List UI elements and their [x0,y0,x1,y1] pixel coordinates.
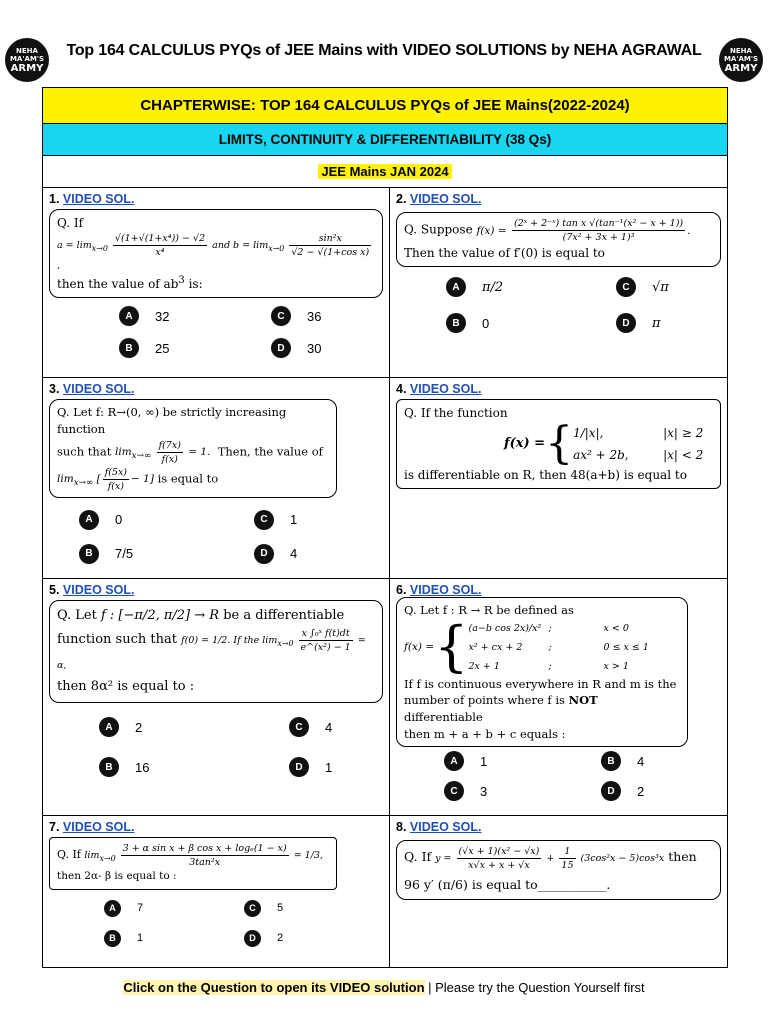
logo-right: NEHA MA'AM'S ARMY [719,38,763,82]
option-c[interactable]: C 36 [271,306,321,326]
topic-banner: LIMITS, CONTINUITY & DIFFERENTIABILITY (38 Qs) [43,124,727,156]
question-5-box[interactable]: Q. Let f : [−π/2, π/2] → R be a differentiable function such that f(0) = 1/2. If the $\lim_{x\to 0}$ $\frac{\text{x ∫₀ˣ f(t)dt}}{\text{e\textasciicircum{}(x²) − 1}}$ = α, then 8α² is equal to : [49,600,383,703]
video-sol-link-2[interactable]: VIDEO SOL. [409,192,482,206]
option-c[interactable]: C 4 [289,717,332,737]
video-sol-link-5[interactable]: VIDEO SOL. [62,583,135,597]
footer-highlight[interactable]: Click on the Question to open its VIDEO solution [123,980,425,995]
option-c[interactable]: C √π [616,277,669,297]
option-d[interactable]: D 30 [271,338,321,358]
chapterwise-banner: CHAPTERWISE: TOP 164 CALCULUS PYQs of JEE Mains(2022-2024) [43,88,727,124]
session-banner: JEE Mains JAN 2024 [43,156,727,188]
video-sol-link-6[interactable]: VIDEO SOL. [409,583,482,597]
option-c[interactable]: C 5 [244,900,283,917]
question-4-box[interactable]: Q. If the function f(x) = { 1/|x|, |x| ≥ 2 ax² + 2b, |x| < 2 is differentiable on R, then 48(a+b) is equal to [396,399,721,489]
option-d[interactable]: D 2 [244,930,283,947]
option-b[interactable]: B 1 [104,930,143,947]
option-b[interactable]: B 16 [99,757,149,777]
question-6-box[interactable]: Q. Let f : R → R be defined as f(x) = { (a−b cos 2x)/x² ; x < 0 x² + cx + 2 ; 0 ≤ x ≤ 1 2x + 1 ; x > 1 If f is continuous everywhere in R and m is the number of points where f is NOT differentiable then m + a + b + c equals : [396,597,688,747]
option-c-right[interactable]: B 4 [601,751,644,771]
question-6[interactable]: 6. VIDEO SOL. Q. Let f : R → R be defined as f(x) = { (a−b cos 2x)/x² ; x < 0 x² + cx + 2 ; 0 ≤ x ≤ 1 2x + 1 ; x > 1 If f is continuous everywhere in R and m is the number of points where f is NOT differentiable then m + a + b + c equals : A 1 B 4 C 3 D 2 [390,579,727,816]
question-1[interactable]: 1. VIDEO SOL. Q. If $a = \lim_{x\to 0}$ $\frac{\text{√(1+√(1+x⁴)) − √2}}{\text{x⁴}}$ and $b = \lim_{x\to 0}$ $\frac{\text{sin²x}}{\text{√2 − √(1+cos x)}}$ , then the value of $ab^3$ is: A 32 C 36 B 25 D 30 [43,188,390,378]
question-7[interactable]: 7. VIDEO SOL. Q. If $\lim_{x\to 0}$ $\frac{\text{3 + α sin x + β cos x + logₑ(1 − x)}}{\text{3tan²x}}$ = 1/3, then 2α- β is equal to : A 7 C 5 B 1 D 2 [43,816,390,967]
option-d[interactable]: D π [616,313,661,333]
option-d[interactable]: D 2 [601,781,644,801]
option-c[interactable]: C 3 [444,781,487,801]
question-2-box[interactable]: Q. Suppose f(x) = $\frac{\text{(2ˣ + 2⁻ˣ) tan x √(tan⁻¹(x² − x + 1))}}{\text{(7x² + 3x + 1)³}}$ . Then the value of f′(0) is equal to [396,212,721,267]
option-c[interactable]: C 1 [254,510,297,530]
option-a[interactable]: A 1 [444,751,487,771]
question-4[interactable]: 4. VIDEO SOL. Q. If the function f(x) = { 1/|x|, |x| ≥ 2 ax² + 2b, |x| < 2 is differentiable on R, then 48(a+b) is equal to [390,378,727,579]
question-3-box[interactable]: Q. Let f: R→(0, ∞) be strictly increasing function such that $\lim_{x\to\infty}$ $\frac{f(7x)}{f(x)}$ = 1. Then, the value of $\lim_{x\to\infty}$ [ $\frac{f(5x)}{f(x)}$ − 1] is equal to [49,399,337,498]
question-7-box[interactable]: Q. If $\lim_{x\to 0}$ $\frac{\text{3 + α sin x + β cos x + logₑ(1 − x)}}{\text{3tan²x}}$ = 1/3, then 2α- β is equal to : [49,837,337,890]
video-sol-link-7[interactable]: VIDEO SOL. [62,820,135,834]
video-sol-link-4[interactable]: VIDEO SOL. [409,382,482,396]
logo-left: NEHA MA'AM'S ARMY [5,38,49,82]
video-sol-link-1[interactable]: VIDEO SOL. [62,192,135,206]
page-title: Top 164 CALCULUS PYQs of JEE Mains with VIDEO SOLUTIONS by NEHA AGRAWAL [66,42,702,59]
question-3[interactable]: 3. VIDEO SOL. Q. Let f: R→(0, ∞) be strictly increasing function such that $\lim_{x\to\infty}$ $\frac{f(7x)}{f(x)}$ = 1. Then, the value of $\lim_{x\to\infty}$ [ $\frac{f(5x)}{f(x)}$ − 1] is equal to A 0 C 1 B 7/5 D 4 [43,378,390,579]
question-2[interactable]: 2. VIDEO SOL. Q. Suppose f(x) = $\frac{\text{(2ˣ + 2⁻ˣ) tan x √(tan⁻¹(x² − x + 1))}}{\text{(7x² + 3x + 1)³}}$ . Then the value of f′(0) is equal to A π/2 C √π B 0 D π [390,188,727,378]
option-d[interactable]: D 1 [289,757,332,777]
option-b[interactable]: B 25 [119,338,169,358]
video-sol-link-8[interactable]: VIDEO SOL. [409,820,482,834]
question-sheet [42,87,728,968]
question-8[interactable]: 8. VIDEO SOL. Q. If y = $\frac{\text{(√x + 1)(x² − √x)}}{x√x + x + √x}$ + $\frac{1}{15}$ (3cos²x − 5)cos³x then 96 y′ (π/6) is equal to___________. [390,816,727,967]
question-8-box[interactable]: Q. If y = $\frac{\text{(√x + 1)(x² − √x)}}{x√x + x + √x}$ + $\frac{1}{15}$ (3cos²x − 5)cos³x then 96 y′ (π/6) is equal to___________. [396,840,721,900]
option-a[interactable]: A 2 [99,717,142,737]
option-b[interactable]: B 7/5 [79,544,133,564]
question-5[interactable]: 5. VIDEO SOL. Q. Let f : [−π/2, π/2] → R be a differentiable function such that f(0) = 1/2. If the $\lim_{x\to 0}$ $\frac{\text{x ∫₀ˣ f(t)dt}}{\text{e\textasciicircum{}(x²) − 1}}$ = α, then 8α² is equal to : A 2 C 4 B 16 D 1 [43,579,390,816]
footer-note: Click on the Question to open its VIDEO solution | Please try the Question Yourself first [123,980,645,995]
question-1-box[interactable]: Q. If $a = \lim_{x\to 0}$ $\frac{\text{√(1+√(1+x⁴)) − √2}}{\text{x⁴}}$ and $b = \lim_{x\to 0}$ $\frac{\text{sin²x}}{\text{√2 − √(1+cos x)}}$ , then the value of $ab^3$ is: [49,209,383,298]
video-sol-link-3[interactable]: VIDEO SOL. [62,382,135,396]
option-d[interactable]: D 4 [254,544,297,564]
option-a[interactable]: A π/2 [446,277,503,297]
option-a[interactable]: A 7 [104,900,143,917]
option-b[interactable]: B 0 [446,313,489,333]
option-a[interactable]: A 0 [79,510,122,530]
option-a[interactable]: A 32 [119,306,169,326]
